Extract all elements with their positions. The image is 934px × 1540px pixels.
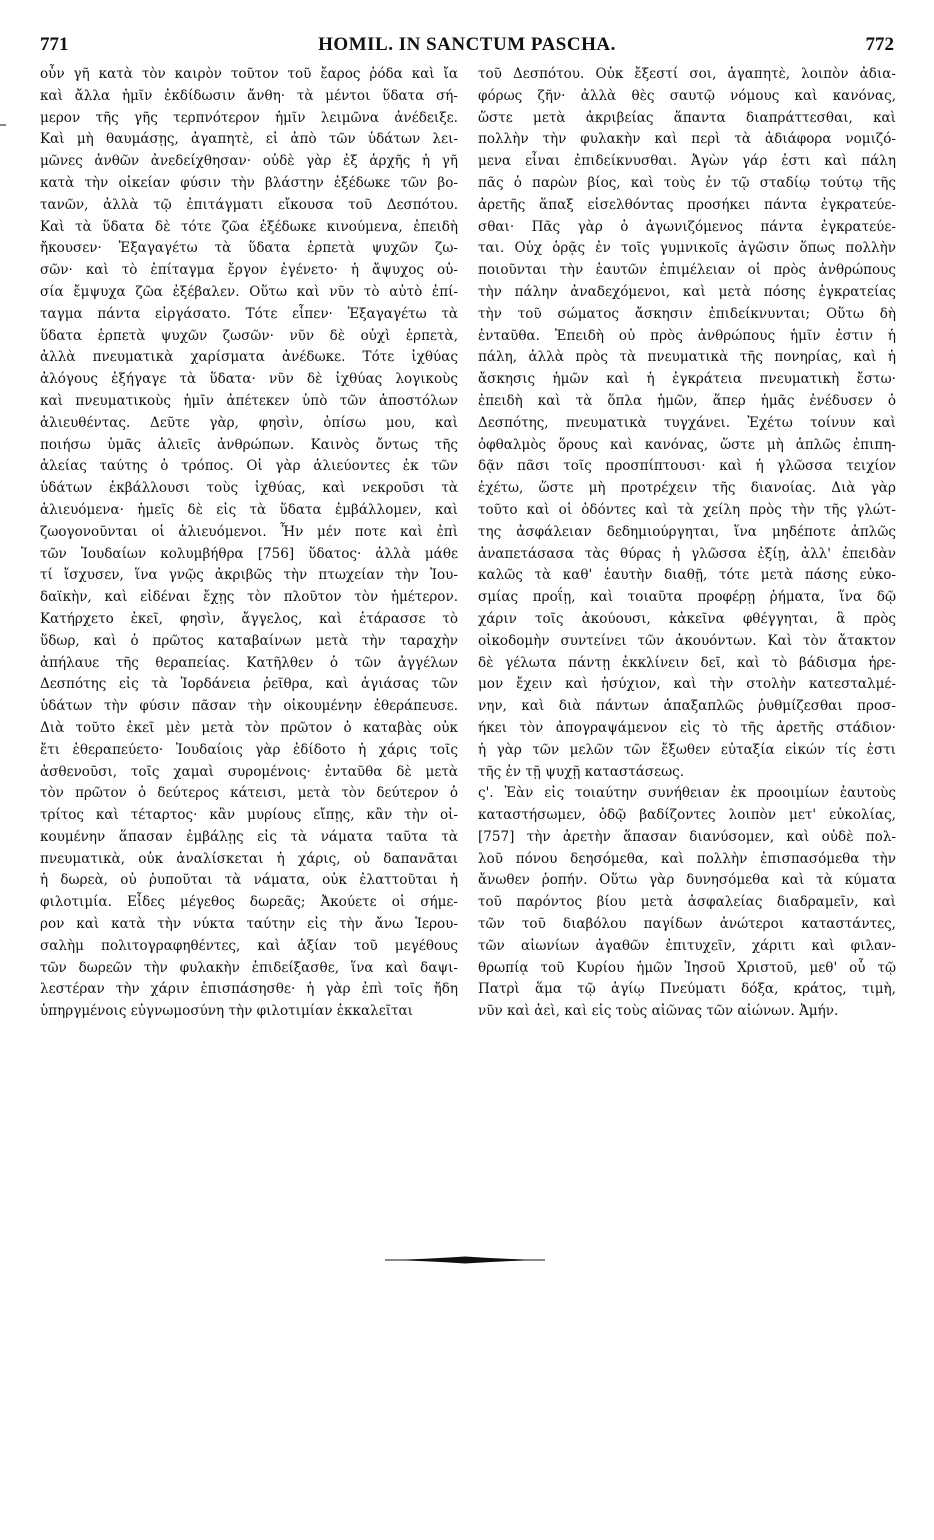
left-column-line: ποιήσω ὑμᾶς ἁλιεῖς ἀνθρώπων. Καινὸς ὄντως τῆς — [40, 436, 458, 453]
end-ornament — [385, 1253, 545, 1267]
left-column-line: Καὶ μὴ θαυμάσῃς, ἀγαπητὲ, εἰ ἀπὸ τῶν ὑδάτων λει- — [40, 131, 458, 148]
right-column-line: φόρως ζῆν· ἀλλὰ θὲς σαυτῷ νόμους καὶ κανόνας, — [478, 87, 896, 104]
running-title: HOMIL. IN SANCTUM PASCHA. — [318, 34, 616, 55]
right-column-line: τοῦ παρόντος βίου μετὰ ἀσφαλείας διαδραμεῖν, καὶ — [478, 894, 896, 911]
left-column-line: δαϊκὴν, καὶ εἰδέναι ἔχῃς τὸν πλοῦτον τὸν ἡμέτερον. — [40, 589, 458, 606]
right-column-line: ἄσκησις ἡμῶν καὶ ἡ ἐγκράτεια πνευματικὴ ἔστω· — [478, 371, 896, 388]
right-column-line: τοῦ Δεσπότου. Οὐκ ἔξεστί σοι, ἀγαπητὲ, λοιπὸν ἀδια- — [478, 66, 896, 82]
left-column-line: πνευματικὰ, οὐκ ἀναλίσκεται ἡ χάρις, οὐ δαπανᾶται — [40, 850, 458, 867]
right-column-line: λοῦ πόνου δεησόμεθα, καὶ πολλὴν ἐπισπασόμεθα τὴν — [478, 850, 896, 867]
right-column-line: μον ἔχειν καὶ ἡσύχιον, καὶ τὴν στολὴν κατεσταλμέ- — [478, 676, 896, 693]
left-column-line: ἀπήλαυε τῆς θεραπείας. Κατῆλθεν ὁ τῶν ἀγγέλων — [40, 654, 458, 671]
right-column-line: τὴν πάλην ἀναδεχόμενοι, καὶ μετὰ πόσης ἐγκρατείας — [478, 283, 896, 300]
right-column-line: οἰκοδομὴν συντείνει τῶν ἀκουόντων. Καὶ τὸν ἄτακτον — [478, 632, 896, 649]
left-column-line: τὸν πρῶτον ὁ δεύτερος κάτεισι, μετὰ τὸν δεύτερον ὁ — [40, 785, 458, 802]
right-column-line: τοῦτο καὶ οἱ ὀδόντες καὶ τὰ χείλη πρὸς τὴν τῆς γλώτ- — [478, 501, 896, 518]
left-column-line: ὕδωρ, καὶ ὁ πρῶτος καταβαίνων μετὰ τὴν ταραχὴν — [40, 632, 458, 649]
right-column-line: καλῶς τὰ καθ' ἑαυτὴν διαθῇ, τότε μετὰ πάσης εὐκο- — [478, 567, 896, 584]
left-column-line: τῶν Ἰουδαίων κολυμβήθρα [756] ὕδατος· ἀλλὰ μάθε — [40, 545, 458, 562]
left-column-line: ὑπηργμένοις εὐγνωμοσύνη τὴν φιλοτιμίαν ἐκκαλεῖται — [40, 1003, 413, 1020]
left-column-line: ταγμα πάντα εἰργάσατο. Τότε εἶπεν· Ἐξαγαγέτω τὰ — [40, 305, 458, 322]
left-column-line: ἤκουσεν· Ἐξαγαγέτω τὰ ὕδατα ἑρπετὰ ψυχῶν ζω- — [40, 240, 458, 257]
left-column-line: ὑδάτων τὴν φύσιν πᾶσαν τὴν οἰκουμένην ἐθεράπευσε. — [40, 698, 458, 715]
left-column-line: Καὶ τὰ ὕδατα δὲ τότε ζῶα ἐξέδωκε κινούμενα, ἐπειδὴ — [40, 218, 458, 235]
left-column-line: ὑδάτων ἐκβάλλουσι τοὺς ἰχθύας, καὶ νεκροῦσι τὰ — [40, 480, 458, 497]
left-column-line: λεστέραν τὴν χάριν ἐπισπάσησθε· ἡ γὰρ ἐπὶ τοῖς ἤδη — [40, 981, 458, 998]
right-column-line: θρωπίᾳ τοῦ Κυρίου ἡμῶν Ἰησοῦ Χριστοῦ, μεθ' οὗ τῷ — [478, 959, 896, 976]
right-column-line: τὴν τοῦ σώματος ἄσκησιν ἐπιδείκνυνται; Οὕτω δὴ — [478, 305, 896, 322]
left-column-line: καὶ πνευματικοὺς ἡμῖν ἀπέτεκεν ὑπὸ τῶν ἀποστόλων — [40, 392, 458, 409]
left-column-line: τῶν δωρεῶν τὴν φυλακὴν ἐπιδείξασθε, ἵνα καὶ δαψι- — [40, 959, 458, 976]
right-column-line: [757] τὴν ἀρετὴν ἅπασαν διανύσομεν, καὶ οὐδὲ πολ- — [478, 828, 896, 845]
right-column-line: δᾷν πᾶσι τοῖς προσπίπτουσι· καὶ ἡ γλῶσσα τειχίον — [478, 458, 896, 475]
right-column-line: ήκει τὸν ἀπογραψάμενον εἰς τὸ τῆς ἀρετῆς στάδιον· — [478, 719, 896, 736]
left-column-line: σία ἔμψυχα ζῶα ἐξέβαλεν. Οὕτω καὶ νῦν τὸ αὐτὸ ἐπί- — [40, 283, 458, 300]
right-column-line: ποιοῦνται τὴν ἑαυτῶν ἐπιμέλειαν οἱ πρὸς ἀνθρώπους — [478, 262, 896, 279]
right-column-line: Δεσπότης, πνευματικὰ τυγχάνει. Ἐχέτω τοίνυν καὶ — [478, 414, 896, 431]
margin-mark — [0, 118, 14, 132]
left-column-line: μῶνες ἀνθῶν ἀνεδείχθησαν· οὐδὲ γὰρ ἐξ ἀρχῆς ἡ γῆ — [40, 153, 458, 170]
right-column-line: ς'. Ἐὰν εἰς τοιαύτην συνήθειαν ἐκ προοιμίων ἑαυτοὺς — [478, 785, 896, 802]
right-column-line: πολλὴν τὴν φυλακὴν καὶ περὶ τὰ ἀδιάφορα νομιζό- — [478, 131, 896, 148]
right-column-line: της ἀσφάλειαν δεδημιούργηται, ἵνα μηδέποτε ἁπλῶς — [478, 523, 896, 540]
right-column-line: ἀναπετάσασα τὰς θύρας ἡ γλῶσσα ἐξίῃ, ἀλλ' ἐπειδὰν — [478, 545, 896, 562]
right-column-line: ἐνταῦθα. Ἐπειδὴ οὐ πρὸς ἀνθρώπους ἡμῖν ἐστιν ἡ — [478, 327, 896, 344]
left-column-line: ὕδατα ἑρπετὰ ψυχῶν ζωσῶν· νῦν δὲ οὐχὶ ἑρπετὰ, — [40, 327, 458, 344]
right-column-line: πᾶς ὁ παρὼν βίος, καὶ τοὺς ἐν τῷ σταδίῳ τούτῳ τῆς — [478, 174, 896, 191]
left-column-line: Διὰ τοῦτο ἐκεῖ μὲν μετὰ τὸν πρῶτον ὁ καταβὰς οὐκ — [40, 719, 458, 736]
right-column-line: μενα εἶναι ἐπιδείκνυσθαι. Ἀγὼν γάρ ἐστι καὶ πάλη — [478, 153, 896, 170]
left-column-line: Δεσπότης εἰς τὰ Ἰορδάνεια ῥεῖθρα, καὶ ἁγιάσας τῶν — [40, 676, 458, 693]
right-column — [478, 64, 896, 1023]
left-column-line: ἁλιευόμενα· ἡμεῖς δὲ εἰς τὰ ὕδατα ἐμβάλλομεν, καὶ — [40, 501, 458, 518]
right-column-line: ἄνωθεν ῥοπήν. Οὕτω γὰρ δυνησόμεθα καὶ τὰ κύματα — [478, 872, 896, 889]
left-column-line: ἡ δωρεὰ, οὐ ῥυποῦται τὰ νάματα, οὐκ ἐλαττοῦται ἡ — [40, 872, 458, 889]
left-column-line: οὖν γῆ κατὰ τὸν καιρὸν τοῦτον τοῦ ἔαρος ῥόδα καὶ ἴα — [40, 66, 458, 82]
left-column-line: ρον καὶ κατὰ τὴν νύκτα ταύτην εἰς τὴν ἄνω Ἱερου- — [40, 916, 458, 933]
left-column-line: τρίτος καὶ τέταρτος· κἂν μυρίους εἴπῃς, κἂν τὴν οἰ- — [40, 807, 458, 824]
left-column-line: σῶν· καὶ τὸ ἐπίταγμα ἔργον ἐγένετο· ἡ ἄψυχος οὐ- — [40, 262, 458, 279]
right-column-line: ἐχέτω, ὥστε μὴ προτρέχειν τῆς διανοίας. Διὰ γὰρ — [478, 480, 896, 497]
left-column-line: σαλὴμ πολιτογραφηθέντες, καὶ ἀξίαν τοῦ μεγέθους — [40, 937, 458, 954]
right-column-line: τῶν αἰωνίων ἀγαθῶν ἐπιτυχεῖν, χάριτι καὶ φιλαν- — [478, 937, 896, 954]
right-column-line: ὥστε μετὰ ἀκριβείας ἅπαντα διαπράττεσθαι, καὶ — [478, 109, 896, 126]
right-column-line: τῆς ἐν τῇ ψυχῇ καταστάσεως. — [478, 763, 685, 780]
right-column-line: σμίας προΐῃ, καὶ τοιαῦτα προφέρῃ ῥήματα, ἵνα δῷ — [478, 589, 896, 606]
left-column-line: ζωογονοῦνται οἱ ἁλιευόμενοι. Ἦν μέν ποτε καὶ ἐπὶ — [40, 523, 458, 540]
left-column-line: τανῶν, ἀλλὰ τῷ ἐπιτάγματι εἴκουσα τοῦ Δεσπότου. — [40, 196, 458, 213]
left-column-line: κατὰ τὴν οἰκείαν φύσιν τὴν βλάστην ἐξέδωκε τῶν βο- — [40, 174, 458, 191]
right-column-line: ἡ γὰρ τῶν μελῶν τῶν ἔξωθεν εὐταξία εἰκών τίς ἐστι — [478, 741, 896, 758]
right-column-line: σθαι· Πᾶς γὰρ ὁ ἀγωνιζόμενος πάντα ἐγκρατεύε- — [478, 218, 896, 235]
left-column-line: ἁλιευθέντας. Δεῦτε γὰρ, φησὶν, ὀπίσω μου, καὶ — [40, 414, 458, 431]
left-column-line: ἁλείας ταύτης ὁ τρόπος. Οἱ γὰρ ἁλιεύοντες ἐκ τῶν — [40, 458, 458, 475]
left-column-line: ἀσθενοῦσι, τοῖς χαμαὶ συρομένοις· ἐνταῦθα δὲ μετὰ — [40, 763, 458, 780]
right-column-line: νην, καὶ διὰ πάντων ἁπαξαπλῶς ῥυθμίζεσθαι προσ- — [478, 698, 896, 715]
running-header — [40, 34, 894, 58]
left-column-line: κουμένην ἅπασαν ἐμβάλῃς εἰς τὰ νάματα ταῦτα τὰ — [40, 828, 458, 845]
right-column-line: χάριν τοῖς ἀκούουσι, κἀκεῖνα φθέγγηται, ἃ πρὸς — [478, 610, 896, 627]
left-column-line: Κατήρχετο ἐκεῖ, φησὶν, ἄγγελος, καὶ ἐτάρασσε τὸ — [40, 610, 458, 627]
left-column-line: ἀλόγους ἐξήγαγε τὰ ὕδατα· νῦν δὲ ἰχθύας λογικοὺς — [40, 371, 458, 388]
page-number-left: 771 — [40, 34, 69, 55]
left-column — [40, 64, 458, 1023]
right-column-line: καταστήσωμεν, ὁδῷ βαδίζοντες λοιπὸν μετ' εὐκολίας, — [478, 807, 896, 824]
left-column-line: ἔτι ἐθεραπεύετο· Ἰουδαίοις γὰρ ἐδίδοτο ἡ χάρις τοῖς — [40, 741, 458, 758]
left-column-line: τί ἴσχυσεν, ἵνα γνῷς ἀκριβῶς τὴν πτωχείαν τὴν Ἰου- — [40, 567, 458, 584]
right-column-line: Πατρὶ ἅμα τῷ ἁγίῳ Πνεύματι δόξα, κράτος, τιμὴ, — [478, 981, 896, 998]
right-column-line: τῶν τοῦ διαβόλου παγίδων ἀνώτεροι καταστάντες, — [478, 916, 896, 933]
right-column-line: πάλη, ἀλλὰ πρὸς τὰ πνευματικὰ τῆς πονηρίας, καὶ ἡ — [478, 349, 896, 366]
left-column-line: μερον τῆς γῆς τερπνότερον ἡμῖν λειμῶνα ἀνέδειξε. — [40, 109, 458, 126]
right-column-line: νῦν καὶ ἀεὶ, καὶ εἰς τοὺς αἰῶνας τῶν αἰώνων. Ἀμήν. — [478, 1003, 839, 1020]
right-column-line: ὀφθαλμὸς ὅρους καὶ κανόνας, ὥστε μὴ ἁπλῶς ἐπιπη- — [478, 436, 896, 453]
right-column-line: ἐπειδὴ καὶ τὰ ὅπλα ἡμῶν, ἅπερ ἡμᾶς ἐνέδυσεν ὁ — [478, 392, 896, 409]
left-column-line: φιλοτιμία. Εἶδες μέγεθος δωρεᾶς; Ἀκούετε οἱ σήμε- — [40, 894, 458, 911]
left-column-line: καὶ ἄλλα ἡμῖν ἐκδίδωσιν ἄνθη· τὰ μέντοι ὕδατα σή- — [40, 87, 458, 104]
right-column-line: ται. Οὐχ ὁρᾷς ἐν τοῖς γυμνικοῖς ἀγῶσιν ὅπως πολλὴν — [478, 240, 896, 257]
left-column-line: ἀλλὰ πνευματικὰ χαρίσματα ἀνέδωκε. Τότε ἰχθύας — [40, 349, 458, 366]
right-column-line: ἀρετῆς ἅπαξ εἰσελθόντας προσήκει πάντα ἐγκρατεύε- — [478, 196, 896, 213]
right-column-line: δὲ γέλωτα πάντῃ ἐκκλίνειν δεῖ, καὶ τὸ βάδισμα ἠρε- — [478, 654, 896, 671]
page-number-right: 772 — [865, 34, 894, 55]
